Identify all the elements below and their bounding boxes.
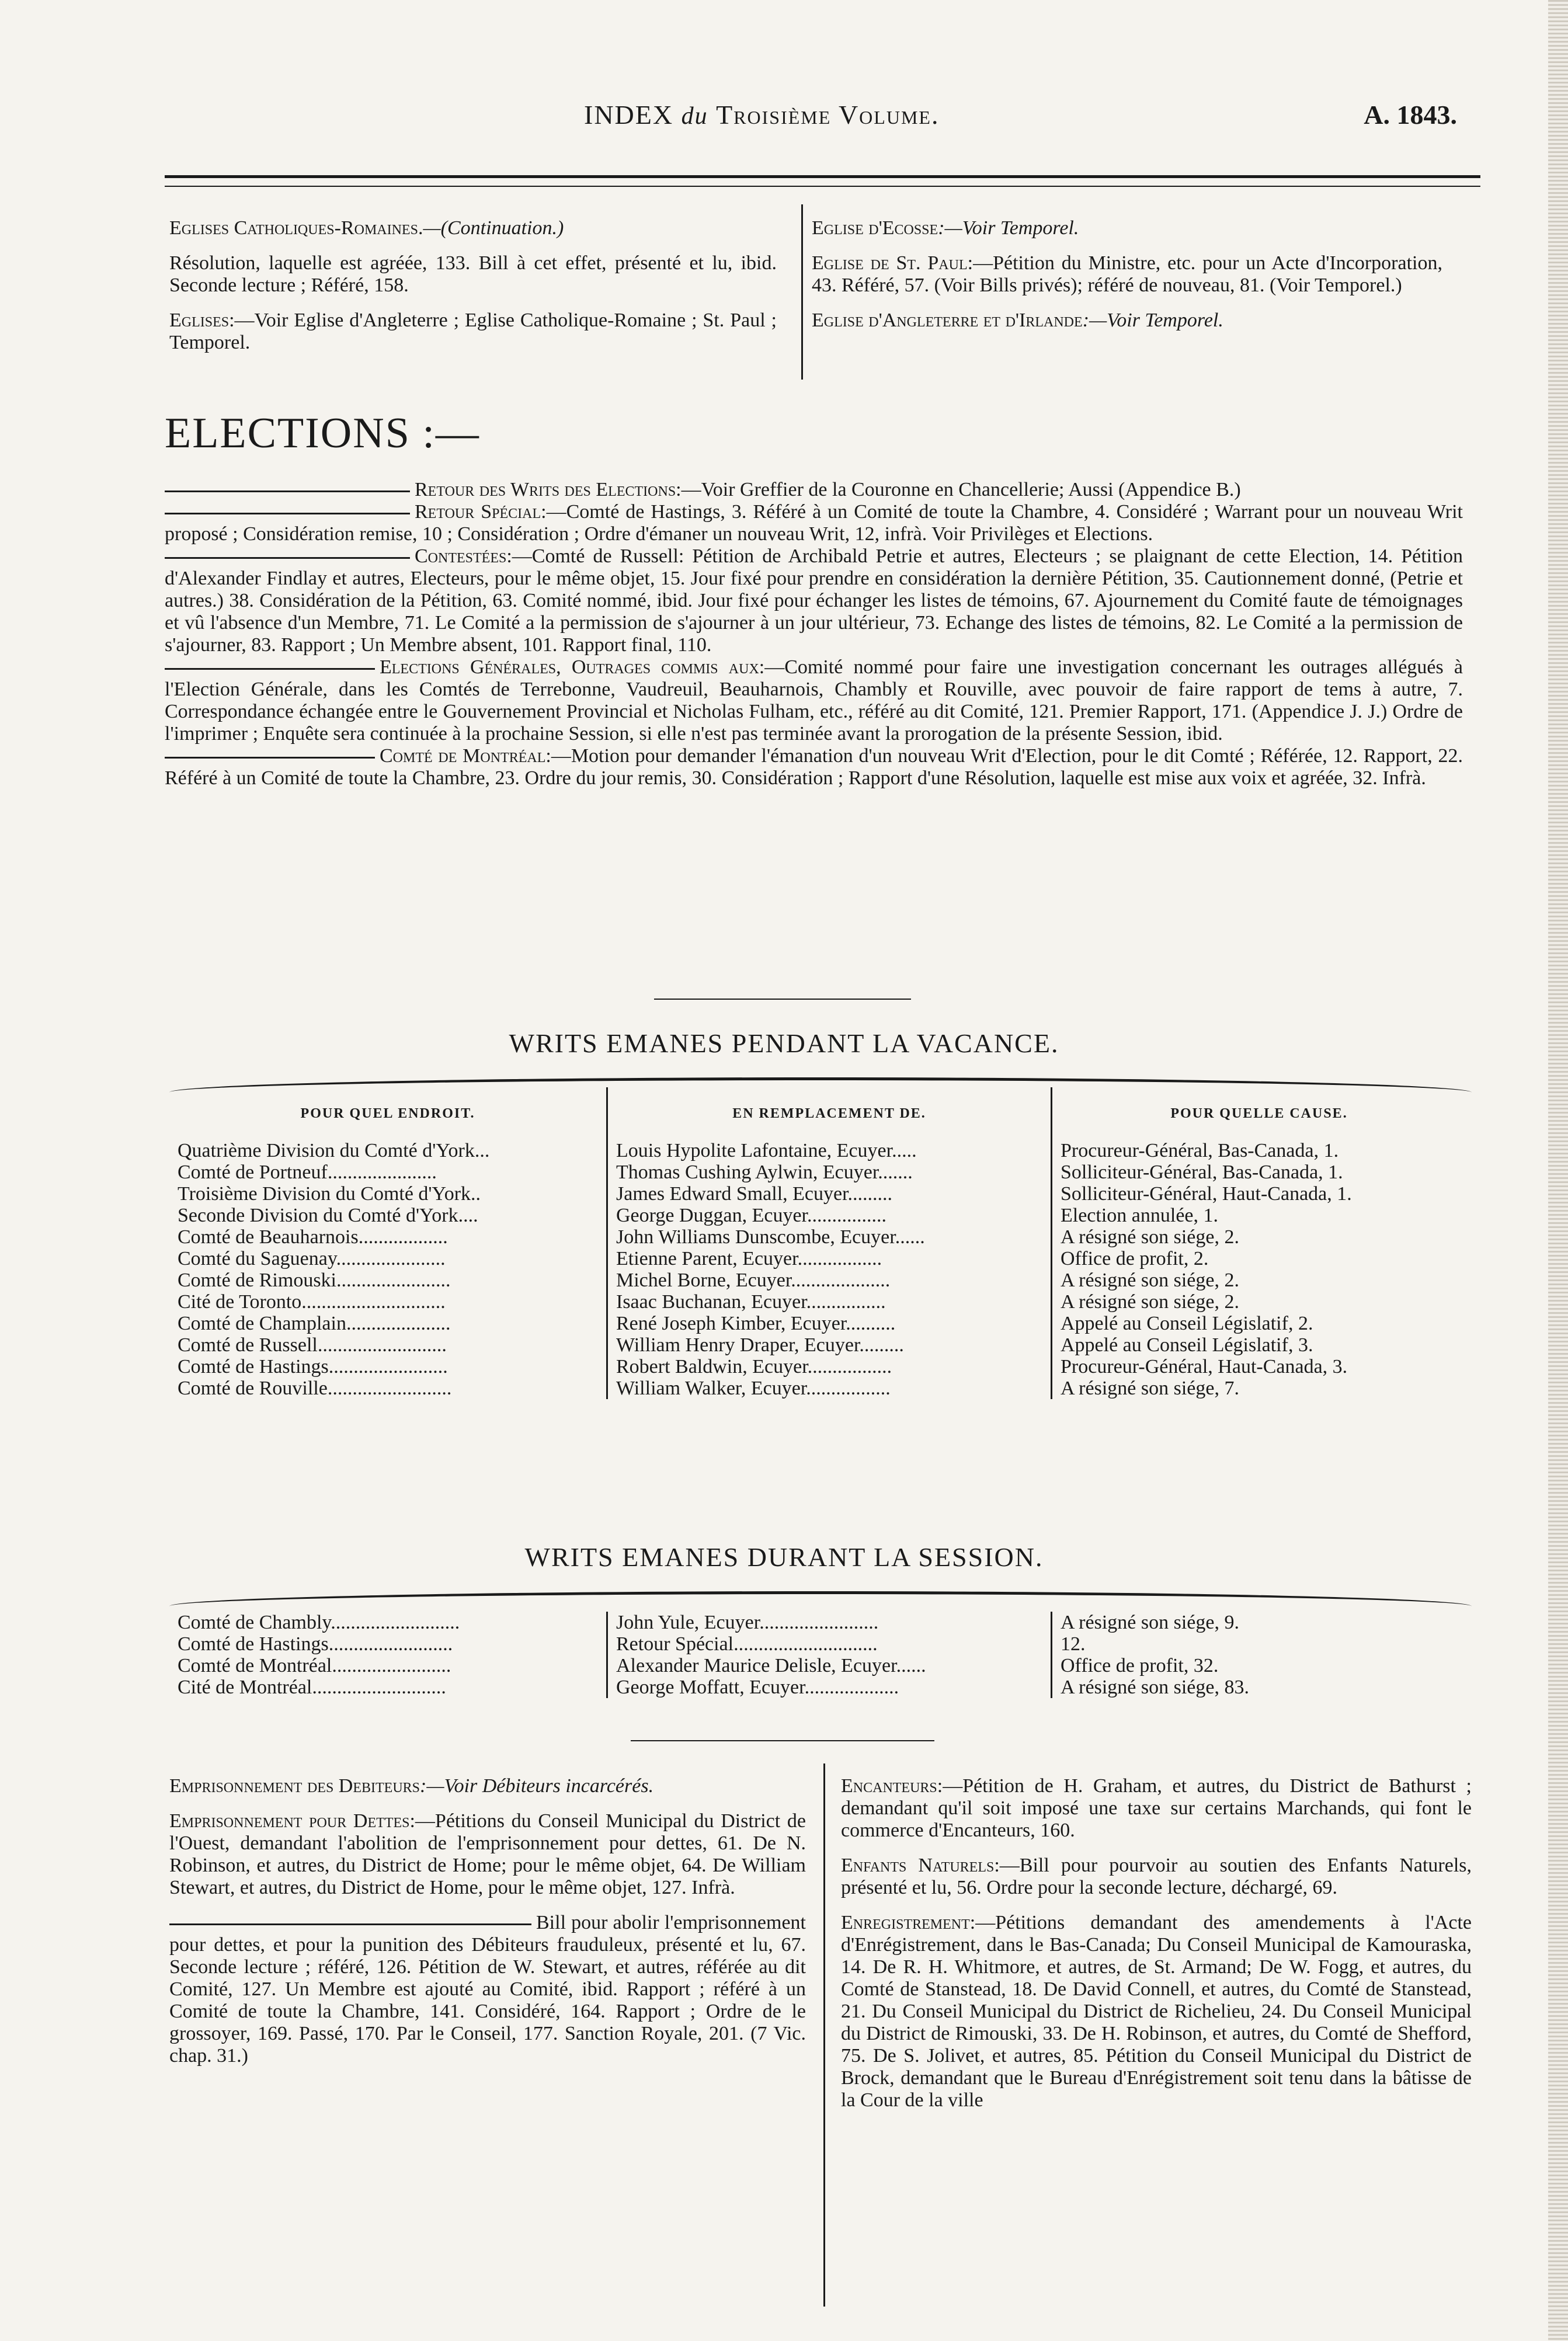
writs-session-brace — [169, 1591, 1472, 1609]
table-cell: Cité de Toronto............................. — [178, 1291, 446, 1313]
table-cell: Quatrième Division du Comté d'York... — [178, 1140, 490, 1161]
table-cell: Comté de Hastings......................... — [178, 1633, 453, 1655]
table-cell: A résigné son siége, 2. — [1052, 1291, 1466, 1313]
table-cell: Comté de Beauharnois.................. — [178, 1226, 448, 1248]
table-cell: Election annulée, 1. — [1052, 1205, 1466, 1226]
table-row — [169, 1205, 1466, 1226]
section-divider — [654, 999, 911, 1000]
writs-vacance-heading: WRITS EMANES PENDANT LA VACANCE. — [509, 1028, 1059, 1058]
page-header — [164, 88, 1480, 146]
table-cell: A résigné son siége, 7. — [1052, 1378, 1466, 1399]
table-cell: Procureur-Général, Haut-Canada, 3. — [1052, 1356, 1466, 1378]
table-cell: Comté de Russell.......................... — [178, 1334, 447, 1356]
table-row — [169, 1269, 1466, 1291]
table-cell: Troisième Division du Comté d'York.. — [178, 1183, 481, 1205]
table-row — [169, 1356, 1466, 1378]
table-cell: Comté de Champlain..................... — [178, 1313, 451, 1334]
writs-session-heading: WRITS EMANES DURANT LA SESSION. — [524, 1542, 1044, 1572]
table-cell: Seconde Division du Comté d'York.... — [178, 1205, 478, 1226]
table-cell: A résigné son siége, 2. — [1052, 1269, 1466, 1291]
table-cell: A résigné son siége, 2. — [1052, 1226, 1466, 1248]
table-cell: Appelé au Conseil Législatif, 2. — [1052, 1313, 1466, 1334]
table-cell: Michel Borne, Ecuyer.................... — [607, 1269, 1052, 1291]
table-row — [169, 1334, 1466, 1356]
page-year: A. 1843. — [1364, 100, 1457, 130]
bottom-right-column: Encanteurs:—Pétition de H. Graham, et autres, du District de Bathurst ; demandant qu'il soit imposé une taxe sur certains Marchands, qui font le commerce d'Encanteurs, 160. Enfants Naturels:—Bill pour pourvoir au soutien des Enfants Naturels, présenté et lu, 56. Ordre pour la seconde lecture, déchargé, 69. Enregistrement:—Pétitions demandant des amendements à l'Acte d'Enrégistrement, dans le Bas-Canada; Du Conseil Municipal de Kamouraska, 14. De R. H. Whitmore, et autres, de St. Armand; De W. Fogg, et autres, du Comté de Stanstead, 18. De David Connell, et autres, du Comté de Stanstead, 21. Du Conseil Municipal du District de Richelieu, 24. Du Conseil Municipal du District de Rimouski, 33. De H. Robinson, et autres, du Comté de Shefford, 75. De S. Jolivet, et autres, 85. Pétition du Conseil Municipal du District de Brock, demandant que le Bureau d'Enrégistrement soit tenu dans la bâtisse de la Cour de la ville — [841, 1775, 1472, 2111]
top-right-column: Eglise d'Ecosse:—Voir Temporel. Eglise de St. Paul:—Pétition du Ministre, etc. pour un Acte d'Incorporation, 43. Référé, 57. (Voir Bills privés); référé de nouveau, 81. (Voir Temporel.) Eglise d'Angleterre et d'Irlande:—Voir Temporel. — [812, 217, 1442, 331]
table-cell: Comté de Hastings........................ — [178, 1356, 448, 1378]
table-cell: William Henry Draper, Ecuyer......... — [607, 1334, 1052, 1356]
table-cell: Comté de Chambly.......................... — [178, 1612, 460, 1633]
table-cell: Alexander Maurice Delisle, Ecuyer...... — [607, 1655, 1052, 1676]
table-cell: A résigné son siége, 9. — [1052, 1612, 1466, 1633]
table-cell: Appelé au Conseil Législatif, 3. — [1052, 1334, 1466, 1356]
table-row — [169, 1183, 1466, 1205]
section-divider — [631, 1740, 934, 1741]
table-cell: Office de profit, 32. — [1052, 1655, 1466, 1676]
column-header: POUR QUELLE CAUSE. — [1052, 1087, 1466, 1140]
table-cell: Comté de Portneuf...................... — [178, 1161, 437, 1183]
table-row — [169, 1655, 1466, 1676]
elections-heading: ELECTIONS :— — [165, 409, 480, 457]
column-header: POUR QUEL ENDROIT. — [300, 1105, 475, 1121]
table-cell: Isaac Buchanan, Ecuyer................ — [607, 1291, 1052, 1313]
table-cell: Louis Hypolite Lafontaine, Ecuyer..... — [607, 1140, 1052, 1161]
table-row — [169, 1291, 1466, 1313]
table-cell: 12. — [1052, 1633, 1466, 1655]
table-cell: James Edward Small, Ecuyer......... — [607, 1183, 1052, 1205]
table-cell: Comté de Montréal........................ — [178, 1655, 451, 1676]
table-row — [169, 1313, 1466, 1334]
table-cell: Cité de Montréal........................... — [178, 1676, 446, 1698]
table-cell: Comté de Rouville......................... — [178, 1378, 452, 1399]
elections-entries — [165, 479, 1463, 789]
table-row — [169, 1633, 1466, 1655]
header-rule-thin — [165, 186, 1480, 187]
table-row — [169, 1226, 1466, 1248]
table-row — [169, 1378, 1466, 1399]
table-cell: Office de profit, 2. — [1052, 1248, 1466, 1269]
table-cell: Thomas Cushing Aylwin, Ecuyer....... — [607, 1161, 1052, 1183]
bottom-left-column: Emprisonnement des Debiteurs:—Voir Débiteurs incarcérés. Emprisonnement pour Dettes:—Pétitions du Conseil Municipal du District de l'Ouest, demandant l'abolition de l'emprisonnement pour dettes, 61. De N. Robinson, et autres, du District de Home; pour le même objet, 64. De William Stewart, et autres, du District de Home, pour le même objet, 127. Infrà. Bill pour abolir l'emprisonnement pour dettes, et pour la punition des Débiteurs frauduleux, présenté et lu, 67. Seconde lecture ; référé, 126. Pétition de W. Stewart, et autres, référée au dit Comité, 127. Un Membre est ajouté au Comité, ibid. Rapport ; référé à un Comité de toute la Chambre, 141. Considéré, 164. Rapport ; Ordre de le grossoyer, 169. Passé, 170. Par le Conseil, 177. Sanction Royale, 201. (7 Vic. chap. 31.) — [169, 1775, 806, 2067]
page-title: INDEX du Troisième Volume. — [584, 100, 940, 130]
table-cell: A résigné son siége, 83. — [1052, 1676, 1466, 1698]
table-row — [169, 1140, 1466, 1161]
table-row — [169, 1612, 1466, 1633]
table-cell: Solliciteur-Général, Haut-Canada, 1. — [1052, 1183, 1466, 1205]
table-cell: William Walker, Ecuyer................. — [607, 1378, 1052, 1399]
election-entry: Retour des Writs des Elections:—Voir Greffier de la Couronne en Chancellerie; Aussi (Appendice B.) — [165, 479, 1463, 501]
election-entry: Retour Spécial:—Comté de Hastings, 3. Référé à un Comité de toute la Chambre, 4. Considéré ; Warrant pour un nouveau Writ proposé ; Considération remise, 10 ; Considération ; Ordre d'émaner un nouveau Writ, 12, infrà. Voir Privilèges et Elections. — [165, 501, 1463, 545]
table-cell: Solliciteur-Général, Bas-Canada, 1. — [1052, 1161, 1466, 1183]
table-cell: Robert Baldwin, Ecuyer................. — [607, 1356, 1052, 1378]
election-entry: Comté de Montréal:—Motion pour demander l'émanation d'un nouveau Writ d'Election, pour le dit Comté ; Référée, 12. Rapport, 22. Référé à un Comité de toute la Chambre, 23. Ordre du jour remis, 30. Considération ; Rapport d'une Résolution, laquelle est mise aux voix et agréée, 32. Infrà. — [165, 745, 1463, 789]
top-column-divider — [801, 204, 803, 380]
table-cell: Etienne Parent, Ecuyer................. — [607, 1248, 1052, 1269]
table-row — [169, 1676, 1466, 1698]
table-cell: George Duggan, Ecuyer................ — [607, 1205, 1052, 1226]
table-cell: Retour Spécial............................. — [607, 1633, 1052, 1655]
table-row — [169, 1248, 1466, 1269]
header-rule-thick — [165, 175, 1480, 178]
top-left-column: Eglises Catholiques-Romaines.—(Continuation.) Résolution, laquelle est agréée, 133. Bill à cet effet, présenté et lu, ibid. Seconde lecture ; Référé, 158. Eglises:—Voir Eglise d'Angleterre ; Eglise Catholique-Romaine ; St. Paul ; Temporel. — [169, 217, 777, 353]
table-cell: John Yule, Ecuyer........................ — [607, 1612, 1052, 1633]
election-entry: Elections Générales, Outrages commis aux:—Comité nommé pour faire une investigation concernant les outrages allégués à l'Election Générale, dans les Comtés de Terrebonne, Vaudreuil, Beauharnois, Chambly et Rouville, avec pouvoir de faire rapport de tems à autre, 7. Correspondance échangée entre le Gouvernement Provincial et Nicholas Fulham, etc., référé au dit Comité, 121. Premier Rapport, 171. (Appendice J. J.) Ordre de l'imprimer ; Enquête sera continuée à la prochaine Session, si elle n'est pas terminée avant la prorogation de la présente Session, ibid. — [165, 656, 1463, 745]
bottom-column-divider — [823, 1763, 825, 2307]
table-cell: Procureur-Général, Bas-Canada, 1. — [1052, 1140, 1466, 1161]
election-entry: Contestées:—Comté de Russell: Pétition de Archibald Petrie et autres, Electeurs ; se plaignant de cette Election, 14. Pétition d'Alexander Findlay et autres, Electeurs, pour le même objet, 15. Jour fixé pour prendre en considération la dernière Pétition, 35. Cautionnement donné, (Petrie et autres.) 38. Considération de la Pétition, 63. Comité nommé, ibid. Jour fixé pour échanger les listes de témoins, 67. Ajournement du Comité faute de témoignages et vû l'absence d'un Membre, 71. Le Comité a la permission de s'ajourner à un jour ultérieur, 73. Echange des listes de témoins, 82. Le Comité a la permission de s'ajourner, 83. Rapport ; Un Membre absent, 101. Rapport final, 110. — [165, 545, 1463, 656]
table-row — [169, 1161, 1466, 1183]
writs-vacance-table — [169, 1087, 1466, 1399]
column-header: EN REMPLACEMENT DE. — [607, 1087, 1052, 1140]
table-cell: Comté de Rimouski....................... — [178, 1269, 451, 1291]
table-cell: Comté du Saguenay...................... — [178, 1248, 446, 1269]
writs-session-table — [169, 1612, 1466, 1698]
table-cell: George Moffatt, Ecuyer................... — [607, 1676, 1052, 1698]
binding-edge — [1548, 0, 1568, 2341]
table-cell: René Joseph Kimber, Ecuyer.......... — [607, 1313, 1052, 1334]
table-cell: John Williams Dunscombe, Ecuyer...... — [607, 1226, 1052, 1248]
